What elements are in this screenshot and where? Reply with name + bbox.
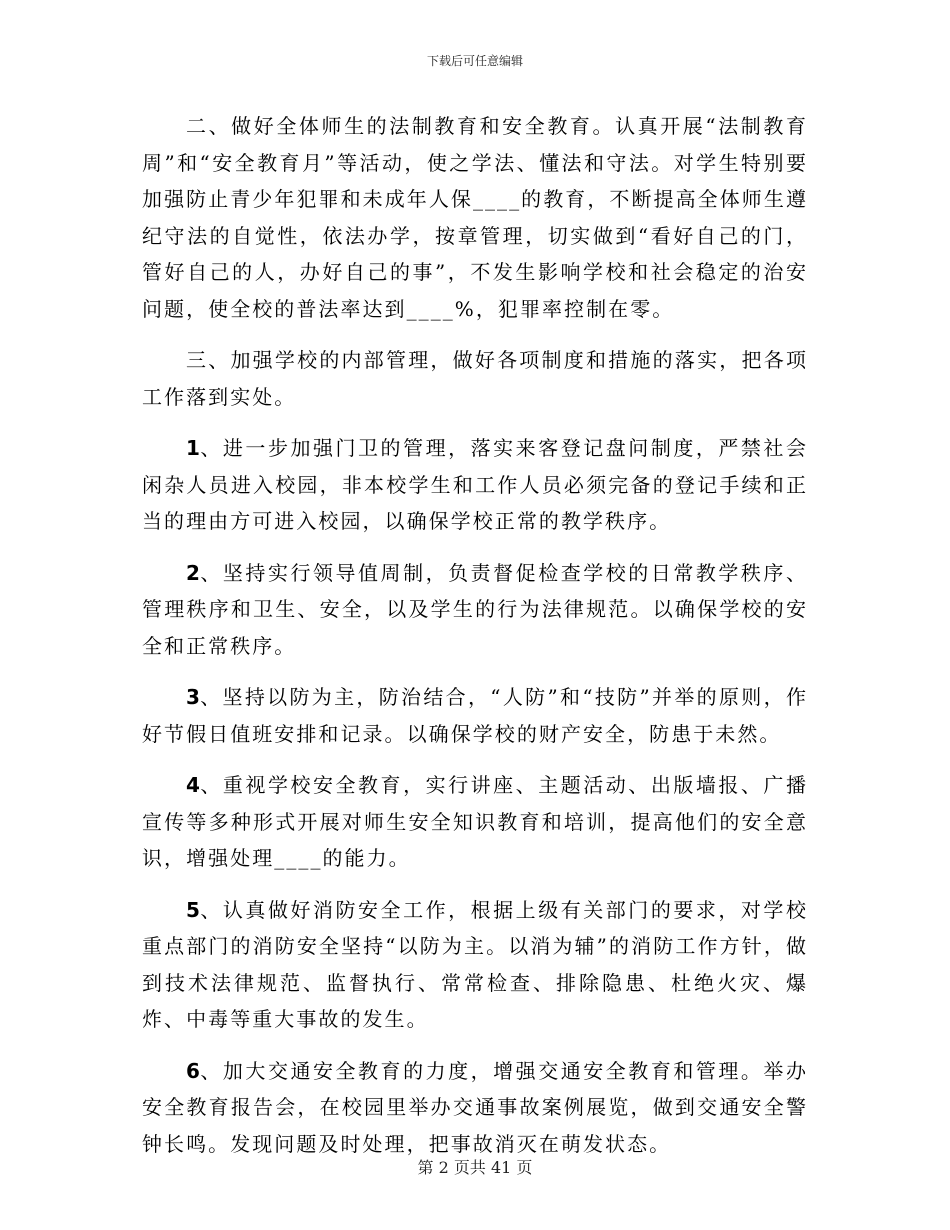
paragraph-text: 、加大交通安全教育的力度，增强交通安全教育和管理。举办安全教育报告会，在校园里举办交通事故案例展览，做到交通安全警钟长鸣。发现问题及时处理，把事故消灭在萌发状态。 [142,1058,808,1156]
paragraph-text: 、进一步加强门卫的管理，落实来客登记盘问制度，严禁社会闲杂人员进入校园，非本校学生和工作人员必须完备的登记手续和正当的理由方可进入校园，以确保学校正常的教学秩序。 [142,436,808,533]
paragraph-item-1 [142,430,808,540]
paragraph-item-3 [142,679,808,752]
paragraph-text: 、坚持以防为主，防治结合，“人防”和“技防”并举的原则，作好节假日值班安排和记录。以确保学校的财产安全，防患于未然。 [142,685,808,746]
paragraph-text: 、重视学校安全教育，实行讲座、主题活动、出版墙报、广播宣传等多种形式开展对师生安全知识教育和培训，提高他们的安全意识，增强处理____的能力。 [142,773,808,870]
paragraph-item-2 [142,555,808,665]
page-footer: 第 2 页共 41 页 [417,1158,533,1177]
paragraph-section-2 [142,108,808,327]
paragraph-number: 4 [186,773,200,797]
page-header: 下载后可任意编辑 [426,54,523,68]
document-body [142,108,808,1177]
paragraph-text: 二、做好全体师生的法制教育和安全教育。认真开展“法制教育周”和“安全教育月”等活动，使之学法、懂法和守法。对学生特别要加强防止青少年犯罪和未成年人保____的教育，不断提高全体师生遵纪守法的自觉性，依法办学，按章管理，切实做到“看好自己的门，管好自己的人，办好自己的事”，不发生影响学校和社会稳定的治安问题，使全校的普法率达到____%，犯罪率控制在零。 [142,114,808,321]
paragraph-number: 1 [186,436,200,460]
paragraph-number: 6 [186,1058,200,1083]
paragraph-text: 、坚持实行领导值周制，负责督促检查学校的日常教学秩序、管理秩序和卫生、安全，以及学生的行为法律规范。以确保学校的安全和正常秩序。 [142,560,808,658]
paragraph-item-6 [142,1053,808,1163]
paragraph-number: 2 [186,560,200,585]
paragraph-text: 三、加强学校的内部管理，做好各项制度和措施的落实，把各项工作落到实处。 [142,348,808,409]
paragraph-number: 3 [186,685,200,709]
paragraph-item-4 [142,767,808,877]
paragraph-number: 5 [186,897,200,922]
paragraph-section-3 [142,342,808,415]
paragraph-item-5 [142,892,808,1038]
paragraph-text: 、认真做好消防安全工作，根据上级有关部门的要求，对学校重点部门的消防安全坚持“以防为主。以消为辅”的消防工作方针，做到技术法律规范、监督执行、常常检查、排除隐患、杜绝火灾、爆炸、中毒等重大事故的发生。 [142,897,808,1031]
